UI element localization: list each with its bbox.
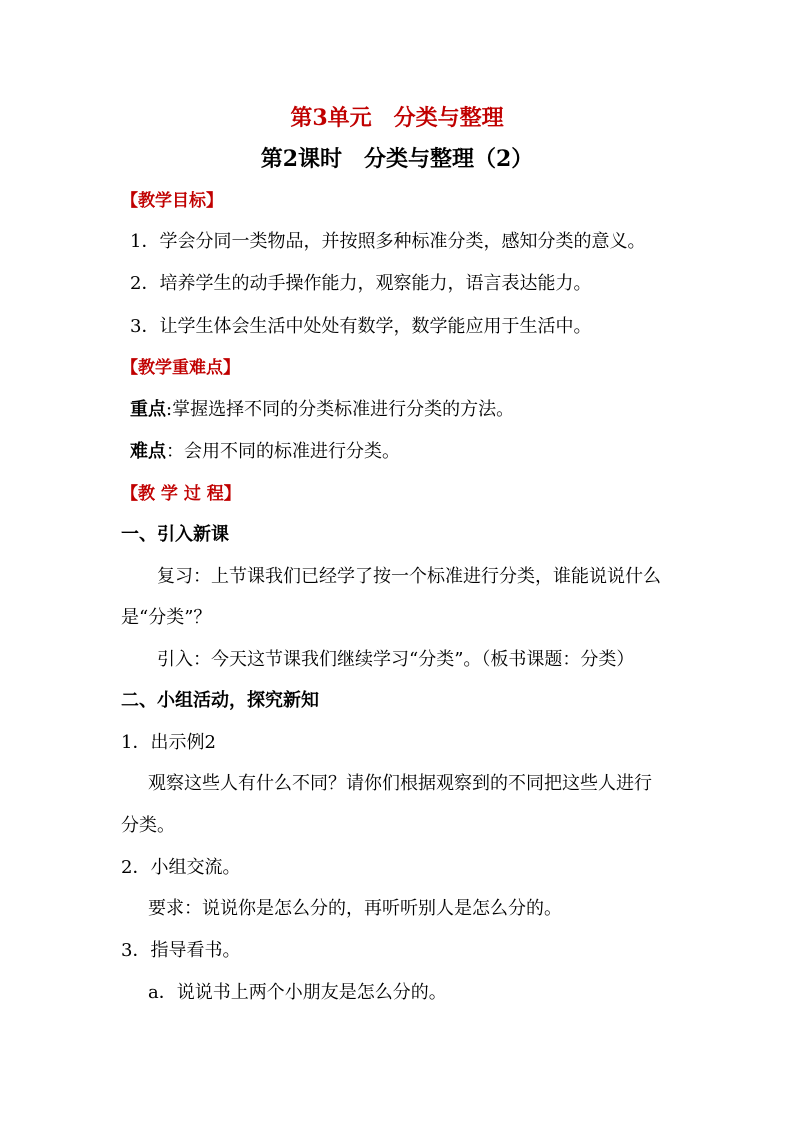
step3: 3．指导看书。: [121, 940, 241, 961]
review-line-cont: 是“分类”？: [121, 607, 212, 628]
part2-title: 二、小组活动，探究新知: [121, 690, 319, 711]
difficulty-line: [130, 440, 400, 464]
step1: 1．出示例2: [121, 732, 216, 753]
key-points-heading: 【教学重难点】: [121, 358, 240, 378]
focus-text: :掌握选择不同的分类标准进行分类的方法。: [166, 399, 515, 420]
objective-item: 3．让学生体会生活中处处有数学，数学能应用于生活中。: [130, 316, 592, 337]
focus-line: [130, 398, 514, 422]
objective-item: 1．学会分同一类物品，并按照多种标准分类，感知分类的意义。: [130, 231, 646, 252]
focus-label: 重点: [130, 399, 166, 420]
step2-desc: 要求：说说你是怎么分的，再听听别人是怎么分的。: [148, 898, 562, 919]
step1-desc: 观察这些人有什么不同？请你们根据观察到的不同把这些人进行: [148, 773, 652, 794]
part1-title: 一、引入新课: [121, 524, 229, 545]
review-line: 复习：上节课我们已经学了按一个标准进行分类，谁能说说什么: [157, 566, 661, 587]
process-heading: 【教 学 过 程】: [121, 484, 241, 504]
intro-line: 引入：今天这节课我们继续学习“分类”。（板书课题：分类）: [157, 649, 635, 670]
step2: 2．小组交流。: [121, 857, 241, 878]
lesson-title: 第2课时 分类与整理（2）: [260, 146, 534, 172]
objectives-heading: 【教学目标】: [121, 191, 223, 211]
step1-desc-cont: 分类。: [121, 815, 175, 836]
difficulty-label: 难点: [130, 441, 166, 462]
unit-title: 第3单元 分类与整理: [290, 105, 504, 131]
difficulty-text: ：会用不同的标准进行分类。: [166, 441, 400, 462]
step3-a: a．说说书上两个小朋友是怎么分的。: [148, 982, 447, 1003]
objective-item: 2．培养学生的动手操作能力，观察能力，语言表达能力。: [130, 273, 592, 294]
